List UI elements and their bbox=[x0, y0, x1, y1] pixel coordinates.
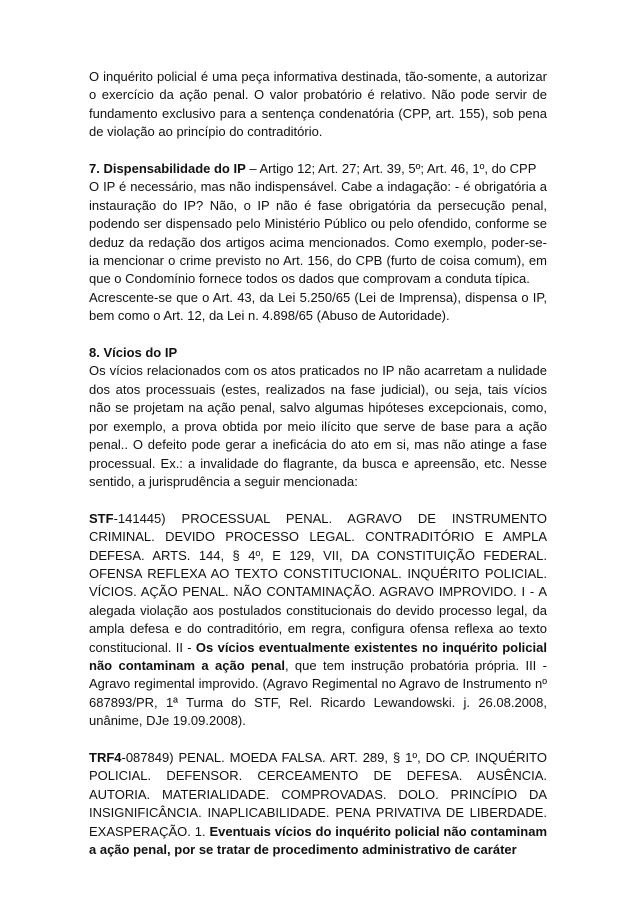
section-8-paragraph-1: Os vícios relacionados com os atos praticados no IP não acarretam a nulidade dos atos processuais (estes, realizados na fase judicial), ou seja, tais vícios não se projetam na ação penal, salvo algumas hipóteses excepcionais, como, por exemplo, a prova obtida por meio ilícito que serve de base para a ação penal.. O defeito pode gerar a ineficácia do ato em si, mas não atinge a fase processual. Ex.: a invalidade do flagrante, da busca e apreensão, etc. Nesse sentido, a jurisprudência a seguir mencionada: bbox=[89, 363, 547, 489]
paragraph-gap bbox=[89, 326, 547, 344]
paragraph-gap bbox=[89, 142, 547, 160]
section-7-heading bbox=[89, 160, 547, 178]
section-7-paragraph-1: O IP é necessário, mas não indispensável. Cabe a indagação: - é obrigatória a instauração do IP? Não, o IP não é fase obrigatória da persecução penal, podendo ser dispensado pelo Ministério Público ou pelo ofendido, conforme se deduz da redação dos artigos acima mencionados. Como exemplo, poder-se-ia mencionar o crime previsto no Art. 156, do CPB (furto de coisa comum), em que o Condomínio fornece todos os dados que comprovam a conduta típica. bbox=[89, 179, 547, 287]
intro-paragraph: O inquérito policial é uma peça informativa destinada, tão-somente, a autorizar o exercício da ação penal. O valor probatório é relativo. Não pode servir de fundamento exclusivo para a sentença condenatória (CPP, art. 155), sob pena de violação ao princípio do contraditório. bbox=[89, 69, 547, 140]
trf4-citation bbox=[89, 749, 547, 859]
section-7-title: 7. Dispensabilidade do IP bbox=[89, 161, 246, 177]
section-8-heading: 8. Vícios do IP bbox=[89, 345, 178, 361]
stf-bold-phrase: Os vícios eventualmente existentes no inquérito policial não contaminam a ação penal bbox=[89, 639, 547, 673]
section-7-paragraph-2: Acrescente-se que o Art. 43, da Lei 5.250/65 (Lei de Imprensa), dispensa o IP, bem como o Art. 12, da Lei n. 4.898/65 (Abuso de Autoridade). bbox=[89, 289, 547, 324]
stf-citation bbox=[89, 510, 547, 731]
paragraph-gap bbox=[89, 491, 547, 509]
trf4-label: TRF4 bbox=[89, 749, 122, 765]
section-7-articles: – Artigo 12; Art. 27; Art. 39, 5º; Art. 46, 1º, do CPP bbox=[245, 161, 537, 177]
stf-text-before: -141445) PROCESSUAL PENAL. AGRAVO DE INSTRUMENTO CRIMINAL. DEVIDO PROCESSO LEGAL. CONTRADITÓRIO E AMPLA DEFESA. ARTS. 144, § 4º, E 129, VII, DA CONSTITUIÇÃO FEDERAL. OFENSA REFLEXA AO TEXTO CONSTITUCIONAL. INQUÉRITO POLICIAL. VÍCIOS. AÇÃO PENAL. NÃO CONTAMINAÇÃO. AGRAVO IMPROVIDO. I - A alegada violação aos postulados constitucionais do devido processo legal, da ampla defesa e do contraditório, em regra, configura ofensa reflexa ao texto constitucional. II - bbox=[89, 510, 547, 655]
trf4-text-before: -087849) PENAL. MOEDA FALSA. ART. 289, § 1º, DO CP. INQUÉRITO POLICIAL. DEFENSOR. CERCEAMENTO DE DEFESA. AUSÊNCIA. AUTORIA. MATERIALIDADE. COMPROVADAS. DOLO. PRINCÍPIO DA INSIGNIFICÂNCIA. INAPLICABILIDADE. PENA PRIVATIVA DE LIBERDADE. EXASPERAÇÃO. 1. bbox=[89, 749, 547, 839]
paragraph-gap bbox=[89, 731, 547, 749]
stf-label: STF bbox=[89, 510, 114, 526]
stf-text-after: , que tem instrução probatória própria. III - Agravo regimental improvido. (Agravo Regimental no Agravo de Instrumento nº 687893/PR, 1ª Turma do STF, Rel. Ricardo Lewandowski. j. 26.08.2008, unânime, DJe 19.09.2008). bbox=[89, 657, 547, 729]
document-page bbox=[89, 68, 547, 859]
trf4-bold-phrase: Eventuais vícios do inquérito policial não contaminam a ação penal, por se tratar de procedimento administrativo de caráter bbox=[89, 823, 548, 857]
